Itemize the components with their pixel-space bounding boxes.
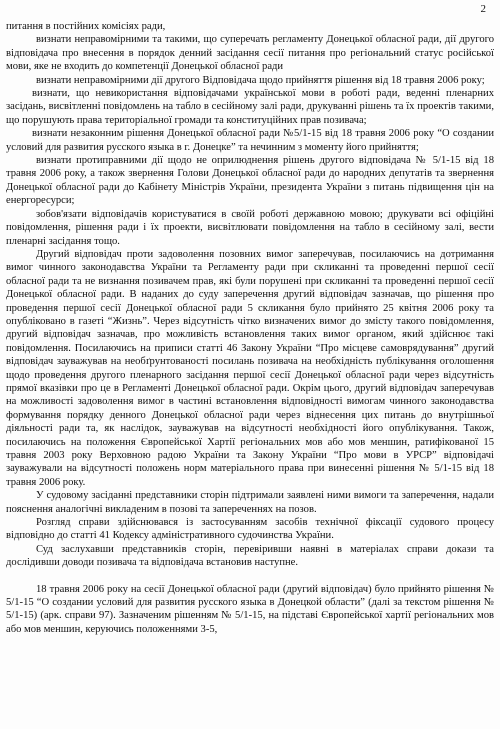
paragraph: визнати, що невикористання відповідачами української мови в роботі ради, веденні пленарних засідань, висвітленні повідомлень на табло в сесійному залі ради, друкуванні рішень та їх проектів такими, що порушують права територіальної громади та конституційних прав позивача; bbox=[6, 88, 494, 126]
paragraph: визнати неправомірними дії другого Відповідача щодо прийняття рішення від 18 травня 2006 року; bbox=[36, 74, 485, 86]
paragraph-gap bbox=[6, 570, 494, 583]
paragraph: питання в постійних комісіях ради, bbox=[6, 21, 166, 32]
paragraph: 18 травня 2006 року на сесії Донецької обласної ради (другий відповідач) було прийнято рішення № 5/1-15 “О создании условий для развития русского языка в Донецкой области” (далі за текстом рішення № 5/1-15) (арк. справи 97). Зазначеним рішенням № 5/1-15, на підставі Європейської хартії регіональних мов або мов меншин, керуючись положеннями 3-5, bbox=[6, 583, 494, 635]
page-number: 2 bbox=[480, 3, 486, 15]
paragraph: Суд заслухавши представників сторін, перевіривши наявні в матеріалах справи докази та дослідивши доводи позивача та відповідача встановив наступне. bbox=[6, 543, 494, 569]
paragraph: Розгляд справи здійснювався із застосуванням засобів технічної фіксації судового процесу відповідно до статті 41 Кодексу адміністративного судочинства України. bbox=[6, 517, 494, 542]
paragraph: визнати протиправними дії щодо не оприлюднення рішень другого відповідача № 5/1-15 від 18 травня 2006 року, а також звернення Голови Донецької обласної ради до народних депутатів та звернення Донецької обласної ради до Кабінету Міністрів України, президента України з питань підвищення цін на енергоресурси; bbox=[6, 155, 494, 207]
paragraph: зобов'язати відповідачів користуватися в своїй роботі державною мовою; друкувати всі офіційні повідомлення, рішення ради і їх проекти, висвітлювати повідомлення на табло в сесійному залі, вести пленарні засідання тощо. bbox=[6, 208, 494, 247]
paragraph: визнати незаконним рішення Донецької обласної ради №5/1-15 від 18 травня 2006 року “О создании условий для развития русского языка в г. Донецке” та нечинним з моменту його прийняття; bbox=[6, 128, 494, 153]
paragraph: визнати неправомірними та такими, що суперечать регламенту Донецької обласної ради, дії другого відповідача про внесення в порядок денний засідання сесії питання про регіональний статус російської мови, яке не входить до компетенції Донецької обласної ради bbox=[6, 34, 494, 73]
paragraph: У судовому засіданні представники сторін підтримали заявлені ними вимоги та заперечення, надали пояснення аналогічні викладеним в позові та запереченнях на позов. bbox=[6, 490, 494, 515]
paragraph: Другий відповідач проти задоволення позовних вимог заперечував, посилаючись на дотримання вимог чинного законодавства України та Регламенту ради при скликанні та проведенні першої сесії обласної ради та не визнання позивачем прав, які були порушені при скликанні та проведенні першої сесії Донецької обласної ради. В наданих до суду заперечення другий відповідач зазначав, що рішення про проведення першої сесії Донецької обласної ради 5 скликання було прийнято 25 квітня 2006 року та опубліковано в газеті “Жизнь”. Через відсутність чітко визначених вимог до змісту такого повідомлення, другий відповідач зазначав, про можливість встановлення таких вимог органом, який здійснює такі повідомлення. Посилаючись на приписи статті 46 Закону України “Про місцеве самоврядування” другий відповідач зауважував на необґрунтованості посилань позивача на необхідність публікування оголошення щодо проведення другого пленарного засідання першої сесії Донецької обласної ради через відсутність прямої вказівки про це в Регламенті Донецької обласної ради. Окрім цього, другий відповідач заперечував на можливості задоволення вимог в частині встановлення відповідності вимогам чинного законодавства формування порядку денного Донецької обласної ради через віднесення цих питань до внутрішньої діяльності ради та, як наслідок, зауважував на відсутності необхідності його опублікування. Також, посилаючись на положення Європейської Хартії регіональних мов або мов меншин, ратифікованої 15 травня 2003 року Верховною радою України та Закону України “Про мови в УРСР” відповідачі зауважували на відсутності положень норм матеріального права при винесенні рішення № 5/1-15 від 18 травня 2006 року. bbox=[6, 248, 494, 488]
